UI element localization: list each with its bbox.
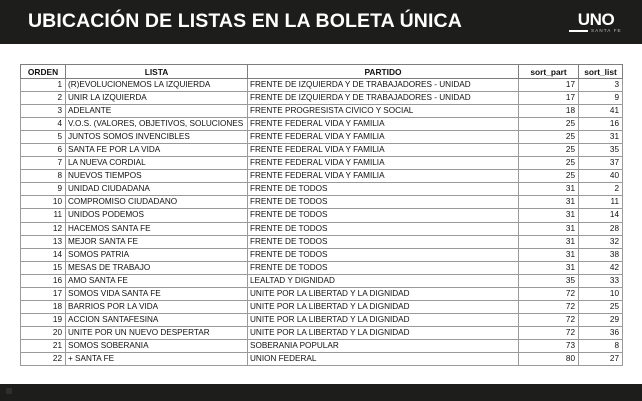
cell-lista: SOMOS PATRIA xyxy=(66,248,248,261)
cell-sort-part: 18 xyxy=(519,105,579,118)
cell-orden: 15 xyxy=(21,261,66,274)
brand-rule-line xyxy=(569,30,588,32)
cell-partido: FRENTE DE TODOS xyxy=(248,196,519,209)
cell-sort-part: 72 xyxy=(519,287,579,300)
cell-partido: UNITE POR LA LIBERTAD Y LA DIGNIDAD xyxy=(248,287,519,300)
table-row[interactable] xyxy=(21,222,623,235)
page-title: UBICACIÓN DE LISTAS EN LA BOLETA ÚNICA xyxy=(28,10,462,33)
table-row[interactable] xyxy=(21,274,623,287)
cell-partido: UNITE POR LA LIBERTAD Y LA DIGNIDAD xyxy=(248,326,519,339)
cell-sort-list: 29 xyxy=(579,313,623,326)
table-row[interactable] xyxy=(21,92,623,105)
cell-orden: 22 xyxy=(21,352,66,365)
table-row[interactable] xyxy=(21,144,623,157)
cell-sort-list: 8 xyxy=(579,339,623,352)
cell-lista: ADELANTE xyxy=(66,105,248,118)
cell-partido: FRENTE DE TODOS xyxy=(248,261,519,274)
cell-sort-part: 25 xyxy=(519,131,579,144)
brand-name: UNO xyxy=(577,9,615,29)
cell-sort-part: 17 xyxy=(519,79,579,92)
table-header xyxy=(21,65,623,79)
cell-sort-part: 31 xyxy=(519,222,579,235)
cell-partido: UNITE POR LA LIBERTAD Y LA DIGNIDAD xyxy=(248,300,519,313)
cell-lista: MEJOR SANTA FE xyxy=(66,235,248,248)
cell-orden: 7 xyxy=(21,157,66,170)
cell-lista: (R)EVOLUCIONEMOS LA IZQUIERDA xyxy=(66,79,248,92)
footer-bar xyxy=(0,384,642,401)
cell-sort-part: 72 xyxy=(519,313,579,326)
cell-lista: LA NUEVA CORDIAL xyxy=(66,157,248,170)
cell-partido: FRENTE DE TODOS xyxy=(248,248,519,261)
cell-sort-part: 31 xyxy=(519,261,579,274)
table-body xyxy=(21,79,623,366)
cell-lista: AMO SANTA FE xyxy=(66,274,248,287)
cell-lista: UNITE POR UN NUEVO DESPERTAR xyxy=(66,326,248,339)
cell-lista: SOMOS VIDA SANTA FE xyxy=(66,287,248,300)
cell-sort-list: 31 xyxy=(579,131,623,144)
table-header-row xyxy=(21,65,623,79)
cell-sort-part: 31 xyxy=(519,248,579,261)
table-row[interactable] xyxy=(21,235,623,248)
table-row[interactable] xyxy=(21,183,623,196)
sheet-area xyxy=(0,44,642,384)
cell-sort-list: 3 xyxy=(579,79,623,92)
cell-sort-part: 31 xyxy=(519,196,579,209)
cell-sort-list: 27 xyxy=(579,352,623,365)
cell-partido: FRENTE PROGRESISTA CIVICO Y SOCIAL xyxy=(248,105,519,118)
cell-sort-list: 9 xyxy=(579,92,623,105)
cell-partido: FRENTE DE TODOS xyxy=(248,235,519,248)
cell-sort-part: 72 xyxy=(519,326,579,339)
cell-orden: 6 xyxy=(21,144,66,157)
column-header-sort-part: sort_part xyxy=(519,65,579,79)
cell-orden: 2 xyxy=(21,92,66,105)
cell-lista: ACCION SANTAFESINA xyxy=(66,313,248,326)
column-header-sort-list: sort_list xyxy=(579,65,623,79)
column-header-orden: ORDEN xyxy=(21,65,66,79)
cell-lista: UNIR LA IZQUIERDA xyxy=(66,92,248,105)
footer-mark xyxy=(6,388,12,394)
cell-sort-part: 80 xyxy=(519,352,579,365)
cell-lista: HACEMOS SANTA FE xyxy=(66,222,248,235)
cell-partido: FRENTE FEDERAL VIDA Y FAMILIA xyxy=(248,131,519,144)
cell-sort-part: 31 xyxy=(519,235,579,248)
table-row[interactable] xyxy=(21,157,623,170)
cell-sort-list: 41 xyxy=(579,105,623,118)
cell-orden: 19 xyxy=(21,313,66,326)
cell-sort-list: 35 xyxy=(579,144,623,157)
table-row[interactable] xyxy=(21,352,623,365)
cell-lista: NUEVOS TIEMPOS xyxy=(66,170,248,183)
cell-orden: 8 xyxy=(21,170,66,183)
cell-orden: 18 xyxy=(21,300,66,313)
cell-orden: 13 xyxy=(21,235,66,248)
cell-orden: 3 xyxy=(21,105,66,118)
table-row[interactable] xyxy=(21,287,623,300)
column-header-lista: LISTA xyxy=(66,65,248,79)
cell-sort-part: 35 xyxy=(519,274,579,287)
table-row[interactable] xyxy=(21,131,623,144)
brand-rule-row xyxy=(569,29,623,34)
cell-partido: FRENTE FEDERAL VIDA Y FAMILIA xyxy=(248,118,519,131)
cell-lista: SOMOS SOBERANIA xyxy=(66,339,248,352)
cell-sort-part: 73 xyxy=(519,339,579,352)
cell-orden: 14 xyxy=(21,248,66,261)
table-row[interactable] xyxy=(21,209,623,222)
cell-orden: 10 xyxy=(21,196,66,209)
cell-lista: V.O.S. (VALORES, OBJETIVOS, SOLUCIONES xyxy=(66,118,248,131)
table-row[interactable] xyxy=(21,79,623,92)
cell-orden: 11 xyxy=(21,209,66,222)
cell-partido: FRENTE FEDERAL VIDA Y FAMILIA xyxy=(248,157,519,170)
cell-partido: LEALTAD Y DIGNIDAD xyxy=(248,274,519,287)
cell-sort-list: 16 xyxy=(579,118,623,131)
cell-orden: 9 xyxy=(21,183,66,196)
cell-sort-list: 10 xyxy=(579,287,623,300)
ballot-list-table xyxy=(20,64,623,366)
cell-lista: + SANTA FE xyxy=(66,352,248,365)
table-row[interactable] xyxy=(21,170,623,183)
table-row[interactable] xyxy=(21,105,623,118)
cell-orden: 20 xyxy=(21,326,66,339)
cell-sort-part: 25 xyxy=(519,157,579,170)
cell-partido: UNION FEDERAL xyxy=(248,352,519,365)
table-row[interactable] xyxy=(21,118,623,131)
cell-sort-list: 38 xyxy=(579,248,623,261)
cell-sort-part: 25 xyxy=(519,144,579,157)
cell-partido: FRENTE DE TODOS xyxy=(248,222,519,235)
cell-partido: UNITE POR LA LIBERTAD Y LA DIGNIDAD xyxy=(248,313,519,326)
table-row[interactable] xyxy=(21,261,623,274)
cell-sort-list: 14 xyxy=(579,209,623,222)
table-row[interactable] xyxy=(21,313,623,326)
cell-sort-part: 31 xyxy=(519,183,579,196)
cell-sort-part: 17 xyxy=(519,92,579,105)
table-row[interactable] xyxy=(21,326,623,339)
cell-orden: 16 xyxy=(21,274,66,287)
cell-sort-list: 42 xyxy=(579,261,623,274)
header-bar xyxy=(0,0,642,44)
cell-lista: UNIDAD CIUDADANA xyxy=(66,183,248,196)
cell-partido: FRENTE DE TODOS xyxy=(248,209,519,222)
cell-lista: COMPROMISO CIUDADANO xyxy=(66,196,248,209)
cell-partido: FRENTE DE IZQUIERDA Y DE TRABAJADORES - UNIDAD xyxy=(248,79,519,92)
table-row[interactable] xyxy=(21,196,623,209)
table-row[interactable] xyxy=(21,339,623,352)
cell-partido: FRENTE FEDERAL VIDA Y FAMILIA xyxy=(248,170,519,183)
cell-sort-list: 37 xyxy=(579,157,623,170)
cell-sort-list: 25 xyxy=(579,300,623,313)
cell-orden: 4 xyxy=(21,118,66,131)
cell-lista: SANTA FE POR LA VIDA xyxy=(66,144,248,157)
cell-lista: MESAS DE TRABAJO xyxy=(66,261,248,274)
cell-orden: 5 xyxy=(21,131,66,144)
cell-partido: FRENTE DE TODOS xyxy=(248,183,519,196)
cell-sort-list: 40 xyxy=(579,170,623,183)
cell-sort-list: 36 xyxy=(579,326,623,339)
column-header-partido: PARTIDO xyxy=(248,65,519,79)
cell-sort-list: 2 xyxy=(579,183,623,196)
cell-sort-part: 72 xyxy=(519,300,579,313)
uno-santa-fe-logo xyxy=(568,11,624,34)
cell-orden: 21 xyxy=(21,339,66,352)
cell-sort-list: 28 xyxy=(579,222,623,235)
table-row[interactable] xyxy=(21,300,623,313)
brand-subtitle: SANTA FE xyxy=(591,27,622,33)
cell-partido: SOBERANIA POPULAR xyxy=(248,339,519,352)
cell-sort-part: 25 xyxy=(519,170,579,183)
cell-lista: UNIDOS PODEMOS xyxy=(66,209,248,222)
cell-sort-list: 32 xyxy=(579,235,623,248)
cell-sort-list: 11 xyxy=(579,196,623,209)
cell-orden: 12 xyxy=(21,222,66,235)
cell-partido: FRENTE DE IZQUIERDA Y DE TRABAJADORES - UNIDAD xyxy=(248,92,519,105)
table-row[interactable] xyxy=(21,248,623,261)
cell-orden: 17 xyxy=(21,287,66,300)
cell-sort-list: 33 xyxy=(579,274,623,287)
cell-sort-part: 31 xyxy=(519,209,579,222)
cell-sort-part: 25 xyxy=(519,118,579,131)
cell-orden: 1 xyxy=(21,79,66,92)
cell-lista: JUNTOS SOMOS INVENCIBLES xyxy=(66,131,248,144)
cell-lista: BARRIOS POR LA VIDA xyxy=(66,300,248,313)
cell-partido: FRENTE FEDERAL VIDA Y FAMILIA xyxy=(248,144,519,157)
